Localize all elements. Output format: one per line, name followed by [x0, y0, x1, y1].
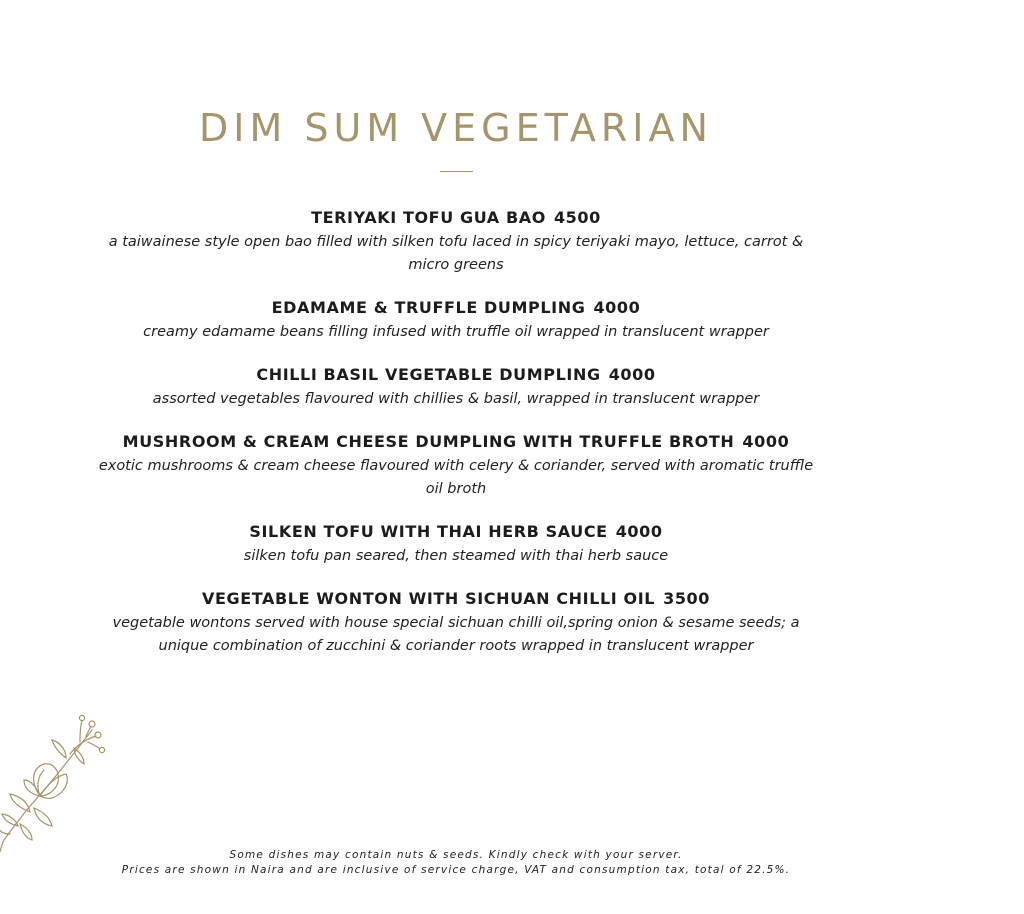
menu-item [0, 586, 912, 658]
menu-items [0, 205, 912, 676]
menu-item-price: 4000 [608, 365, 656, 384]
menu-item-heading [0, 519, 912, 545]
menu-footer [0, 848, 912, 878]
menu-item-description: assorted vegetables flavoured with chillies & basil, wrapped in translucent wrapper [152, 391, 760, 407]
allergy-note: Some dishes may contain nuts & seeds. Kindly check with your server. [229, 849, 683, 861]
pricing-note: Prices are shown in Naira and are inclusive of service charge, VAT and consumption tax, total of 22.5%. [121, 864, 791, 876]
menu-item-price: 3500 [663, 589, 711, 608]
menu-item-name: TERIYAKI TOFU GUA BAO [311, 208, 546, 227]
menu-item-description: exotic mushrooms & cream cheese flavoured with celery & coriander, served with aromatic truffle oil broth [98, 458, 814, 497]
menu-title: DIM SUM VEGETARIAN [199, 106, 713, 150]
menu-item-name: MUSHROOM & CREAM CHEESE DUMPLING WITH TRUFFLE BROTH [122, 432, 735, 451]
menu-item-heading [0, 295, 912, 321]
menu-item-description: creamy edamame beans filling infused with truffle oil wrapped in translucent wrapper [143, 324, 769, 340]
menu-item-price: 4000 [742, 432, 790, 451]
menu-item-description: a taiwainese style open bao filled with silken tofu laced in spicy teriyaki mayo, lettuce, carrot & micro greens [108, 234, 804, 273]
menu-item [0, 519, 912, 568]
menu-item-heading [0, 205, 912, 231]
menu-item-heading [0, 586, 912, 612]
menu-item-heading [0, 429, 912, 455]
menu-item-name: SILKEN TOFU WITH THAI HERB SAUCE [249, 522, 608, 541]
title-divider [440, 171, 473, 172]
menu-item-name: VEGETABLE WONTON WITH SICHUAN CHILLI OIL [201, 589, 656, 608]
menu-item-price: 4500 [553, 208, 601, 227]
menu-item [0, 205, 912, 277]
menu-item-price: 4000 [615, 522, 663, 541]
menu-item-heading [0, 362, 912, 388]
menu-item-name: CHILLI BASIL VEGETABLE DUMPLING [256, 365, 601, 384]
menu-item-name: EDAMAME & TRUFFLE DUMPLING [271, 298, 586, 317]
menu-item-description: silken tofu pan seared, then steamed with thai herb sauce [243, 548, 669, 564]
menu-item [0, 429, 912, 501]
menu-item-price: 4000 [593, 298, 641, 317]
menu-item [0, 295, 912, 344]
flower-branch-icon [0, 702, 112, 852]
menu-item [0, 362, 912, 411]
menu-item-description: vegetable wontons served with house special sichuan chilli oil,spring onion & sesame seeds; a unique combination of zucchini & coriander roots wrapped in translucent wrapper [112, 615, 800, 654]
